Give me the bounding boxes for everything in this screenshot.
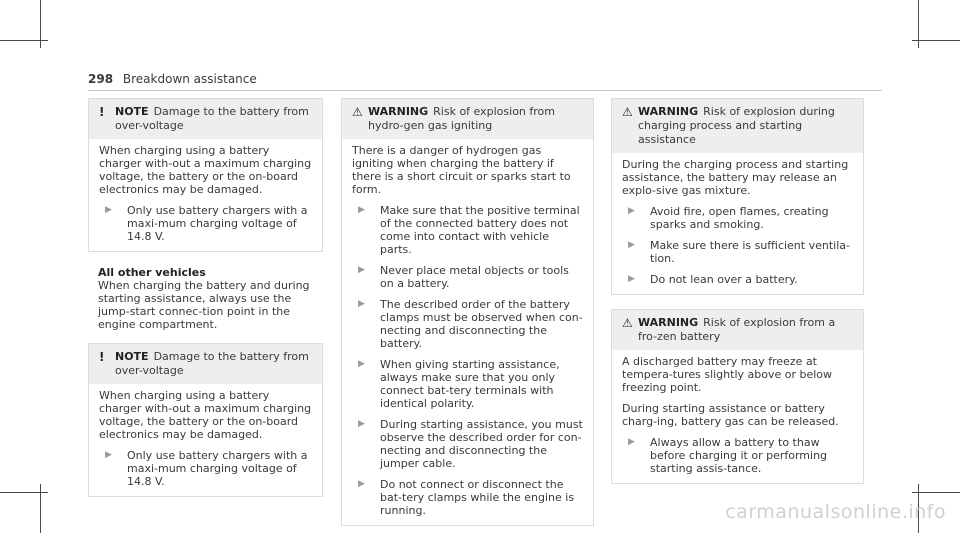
notice-box <box>88 98 323 252</box>
notice-icon: ! <box>99 350 105 364</box>
warning-title: Risk of explosion from a fro-zen battery <box>638 316 836 343</box>
crop-mark <box>40 0 41 48</box>
notice-title: Damage to the battery from over-voltage <box>115 350 309 377</box>
warning-header <box>612 310 863 350</box>
step-text: Always allow a battery to thaw before charging it or performing starting assis-tance. <box>650 436 828 475</box>
warning-box <box>611 309 864 484</box>
warning-text: During starting assistance or battery charg-ing, battery gas can be released. <box>622 402 839 428</box>
play-arrow-icon: ▶ <box>358 205 365 215</box>
warning-body <box>342 139 593 525</box>
play-arrow-icon: ▶ <box>628 437 635 447</box>
step-text: Make sure there is sufficient ventila-tion. <box>650 239 850 265</box>
play-arrow-icon: ▶ <box>628 240 635 250</box>
step-text: When giving starting assistance, always make sure that you only connect bat-tery terminals with identical polarity. <box>380 358 560 410</box>
warning-header <box>342 99 593 139</box>
notice-text: When charging using a battery charger with-out a maximum charging voltage, the battery or the on-board electronics may be damaged. <box>99 144 312 196</box>
step-text: Never place metal objects or tools on a battery. <box>380 264 569 290</box>
notice-icon: ! <box>99 105 105 119</box>
warning-box <box>341 98 594 526</box>
play-arrow-icon: ▶ <box>628 274 635 284</box>
list-item <box>352 418 583 470</box>
warning-keyword: WARNING <box>638 105 699 118</box>
warning-header <box>612 99 863 153</box>
list-item <box>99 449 312 488</box>
crop-mark <box>918 0 919 48</box>
list-item <box>622 273 853 286</box>
warning-title: Risk of explosion from hydro-gen gas igniting <box>368 105 555 132</box>
list-item <box>352 204 583 256</box>
step-text: Avoid fire, open flames, creating sparks and smoking. <box>650 205 829 231</box>
page-number: 298 <box>88 72 114 86</box>
warning-keyword: WARNING <box>638 316 699 329</box>
list-item <box>622 205 853 231</box>
play-arrow-icon: ▶ <box>358 359 365 369</box>
notice-header <box>89 99 322 139</box>
notice-header <box>89 344 322 384</box>
notice-keyword: NOTE <box>115 350 149 363</box>
play-arrow-icon: ▶ <box>105 450 112 460</box>
warning-triangle-icon: ⚠ <box>622 316 633 330</box>
warning-body <box>612 153 863 294</box>
subsection-text: When charging the battery and during starting assistance, always use the jump-start connec-tion point in the engine compartment. <box>98 279 310 331</box>
warning-keyword: WARNING <box>368 105 429 118</box>
warning-text: There is a danger of hydrogen gas igniting when charging the battery if there is a short circuit or sparks start to form. <box>352 144 571 196</box>
crop-mark <box>40 484 41 533</box>
play-arrow-icon: ▶ <box>358 479 365 489</box>
notice-text: When charging using a battery charger with-out a maximum charging voltage, the battery or the on-board electronics may be damaged. <box>99 389 312 441</box>
play-arrow-icon: ▶ <box>628 206 635 216</box>
notice-box <box>88 343 323 497</box>
step-text: Only use battery chargers with a maxi-mum charging voltage of 14.8 V. <box>127 449 308 488</box>
subsection-title: All other vehicles <box>98 266 206 279</box>
warning-triangle-icon: ⚠ <box>352 105 363 119</box>
page-header <box>88 72 257 86</box>
column-1 <box>88 98 323 511</box>
column-2 <box>341 98 594 540</box>
play-arrow-icon: ▶ <box>358 299 365 309</box>
list-item <box>622 239 853 265</box>
warning-box <box>611 98 864 295</box>
notice-title: Damage to the battery from over-voltage <box>115 105 309 132</box>
warning-text: A discharged battery may freeze at tempera-tures slightly above or below freezing point. <box>622 355 833 394</box>
step-text: The described order of the battery clamps must be observed when con-necting and disconnecting the battery. <box>380 298 583 350</box>
step-text: Only use battery chargers with a maxi-mum charging voltage of 14.8 V. <box>127 204 308 243</box>
crop-mark <box>912 492 960 493</box>
warning-body <box>612 350 863 483</box>
warning-title: Risk of explosion during charging process and starting assistance <box>638 105 835 146</box>
step-text: Do not connect or disconnect the bat-tery clamps while the engine is running. <box>380 478 575 517</box>
section-title: Breakdown assistance <box>122 72 257 86</box>
list-item <box>352 264 583 290</box>
crop-mark <box>912 40 960 41</box>
warning-text: During the charging process and starting assistance, the battery may release an explo-sive gas mixture. <box>622 158 849 197</box>
play-arrow-icon: ▶ <box>105 205 112 215</box>
header-rule <box>88 90 882 91</box>
list-item <box>352 298 583 350</box>
column-3 <box>611 98 864 498</box>
step-text: Do not lean over a battery. <box>650 273 798 286</box>
play-arrow-icon: ▶ <box>358 419 365 429</box>
play-arrow-icon: ▶ <box>358 265 365 275</box>
notice-keyword: NOTE <box>115 105 149 118</box>
list-item <box>622 436 853 475</box>
notice-body <box>89 384 322 496</box>
notice-body <box>89 139 322 251</box>
watermark: carmanualsonline.info <box>725 501 946 523</box>
warning-triangle-icon: ⚠ <box>622 105 633 119</box>
step-text: During starting assistance, you must observe the described order for con-necting and disconnecting the jumper cable. <box>380 418 583 470</box>
list-item <box>352 478 583 517</box>
list-item <box>352 358 583 410</box>
list-item <box>99 204 312 243</box>
step-text: Make sure that the positive terminal of the connected battery does not come into contact with vehicle parts. <box>380 204 580 256</box>
